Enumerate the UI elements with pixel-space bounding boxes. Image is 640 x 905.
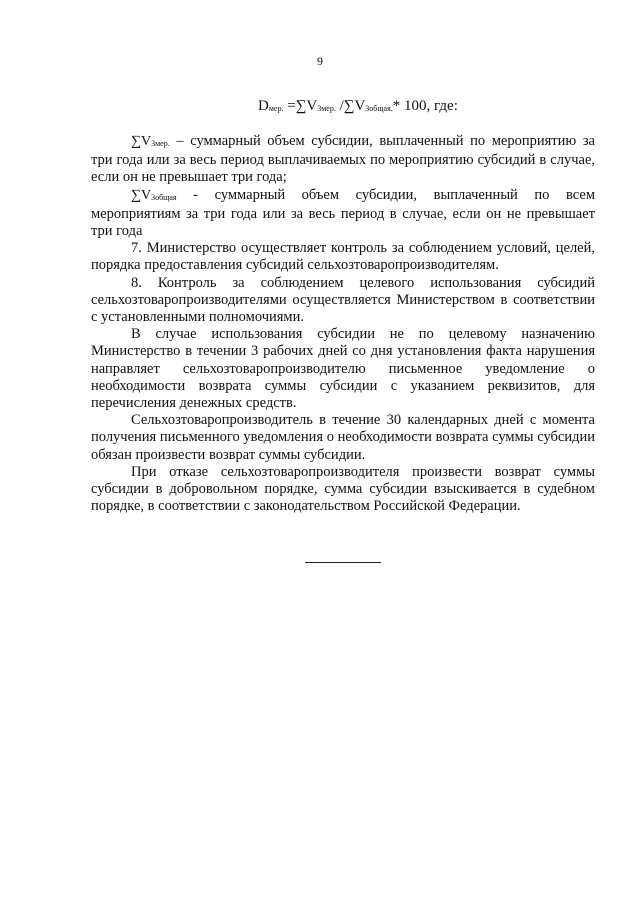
formula-tail: * 100, где: [392, 98, 458, 114]
paragraph-judicial-recovery: При отказе сельхозтоваропроизводителя произвести возврат суммы субсидии в добровольном порядке, сумма субсидии взыскивается в судебном порядке, в соответствии с законодательством Российской Федерации. [91, 463, 595, 515]
formula-d: D [258, 98, 269, 114]
paragraph-control: 7. Министерство осуществляет контроль за соблюдением условий, целей, порядка предоставления субсидий сельхозтоваропроизводителям. [91, 240, 595, 274]
definition-subscript: 3мер. [151, 139, 170, 148]
definition-symbol: ∑V [131, 134, 152, 149]
definition-total-sum [91, 187, 595, 241]
document-body [91, 133, 595, 515]
end-of-document-divider [305, 562, 381, 563]
formula-sum-event: ∑V [295, 98, 318, 114]
formula-equals: = [283, 98, 296, 114]
formula-sum-total: ∑V [343, 98, 366, 114]
page-number: 9 [317, 54, 323, 68]
definition-text: - суммарный объем субсидии, выплаченный по всем мероприятиям за три года или за весь период в случае, если он не превышает три года [91, 186, 595, 240]
paragraph-refund-deadline: Сельхозтоваропроизводитель в течение 30 календарных дней с момента получения письменного уведомления о необходимости возврата суммы субсидии обязан произвести возврат суммы субсидии. [91, 412, 595, 463]
definition-event-sum [91, 133, 595, 187]
paragraph-target-use-control: 8. Контроль за соблюдением целевого использования субсидий сельхозтоваропроизводителями осуществляется Министерством в соответствии с установленными полномочиями. [91, 274, 595, 326]
formula-divide: / [335, 98, 344, 114]
definition-symbol: ∑V [131, 187, 152, 203]
formula-sum-event-subscript: 3мер. [317, 104, 336, 113]
formula [258, 98, 458, 115]
paragraph-misuse-notice: В случае использования субсидии не по целевому назначению Министерство в течении 3 рабочих дней со дня установления факта нарушения направляет сельхозтоваропроизводителю письменное уведомление о необходимости возврата суммы субсидии с указанием реквизитов, для перечисления денежных средств. [91, 326, 595, 412]
formula-d-subscript: мер. [268, 104, 284, 113]
definition-text: – суммарный объем субсидии, выплаченный по мероприятию за три года или за весь период выплачиваемых по мероприятию субсидий в случае, если он не превышает три года; [91, 133, 595, 186]
definition-subscript: 3общая [151, 192, 177, 202]
formula-sum-total-subscript: 3общая. [365, 104, 393, 113]
